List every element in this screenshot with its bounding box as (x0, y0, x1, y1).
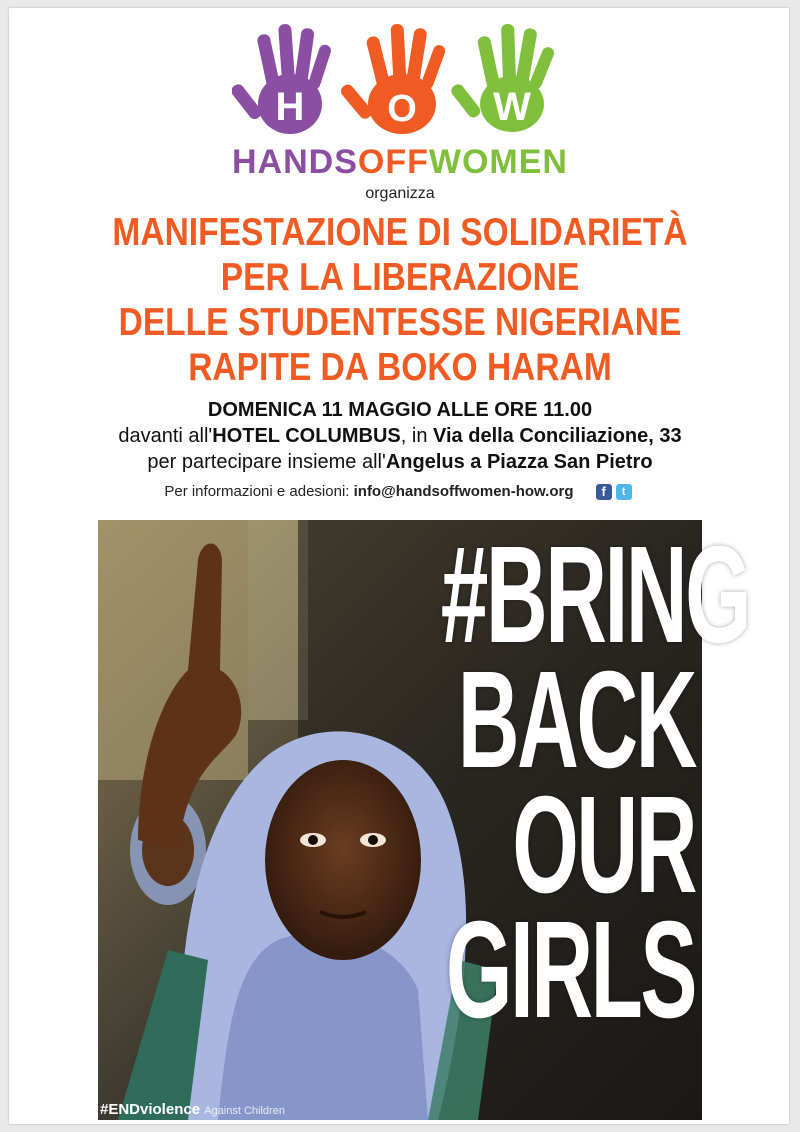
svg-text:H: H (275, 85, 305, 129)
contact-email-link[interactable]: info@handsoffwomen-how.org (353, 483, 574, 500)
place-prefix: davanti all' (118, 425, 213, 447)
place-address: Via della Conciliazione, 33 (433, 425, 682, 447)
svg-text:O: O (387, 88, 417, 130)
purpose-event: Angelus a Piazza San Pietro (385, 451, 653, 473)
event-headline (56, 210, 744, 390)
event-place (0, 423, 800, 449)
contact-line (0, 482, 800, 502)
slogan-line-3: OUR (512, 768, 695, 922)
place-hotel: HOTEL COLUMBUS (212, 425, 401, 447)
place-connector: , in (400, 425, 434, 447)
organizer-verb: organizza (365, 185, 435, 202)
headline-line-1: MANIFESTAZIONE DI SOLIDARIETÀ (112, 211, 688, 254)
twitter-icon[interactable]: t (616, 484, 632, 500)
purple-hand-icon (232, 24, 333, 134)
facebook-icon[interactable]: f (596, 484, 612, 500)
contact-label: Per informazioni e adesioni: (164, 483, 354, 500)
end-violence-hashtag: #ENDviolence (100, 1101, 201, 1118)
slogan-line-2: BACK (457, 643, 695, 797)
how-hands-logo (232, 22, 572, 140)
wordmark-off: OFF (357, 143, 429, 181)
handsoffwomen-wordmark (0, 142, 800, 182)
headline-line-2: PER LA LIBERAZIONE (220, 256, 580, 299)
event-purpose (0, 449, 800, 475)
green-hand-icon (449, 24, 556, 132)
event-details (0, 397, 800, 475)
svg-text:W: W (493, 85, 531, 129)
purpose-prefix: per partecipare insieme all' (147, 451, 386, 473)
headline-line-3: DELLE STUDENTESSE NIGERIANE (118, 301, 682, 344)
orange-hand-icon (339, 24, 447, 134)
bring-back-our-girls-slogan (440, 518, 750, 1047)
event-date: DOMENICA 11 MAGGIO ALLE ORE 11.00 (207, 399, 593, 421)
slogan-line-1: #BRING (440, 518, 750, 672)
wordmark-hands: HANDS (232, 143, 358, 181)
end-violence-tag (100, 1102, 285, 1119)
wordmark-women: WOMEN (428, 143, 568, 181)
social-links (596, 482, 636, 502)
headline-line-4: RAPITE DA BOKO HARAM (188, 346, 612, 389)
end-violence-suffix: Against Children (204, 1105, 285, 1117)
slogan-line-4: GIRLS (445, 893, 695, 1047)
